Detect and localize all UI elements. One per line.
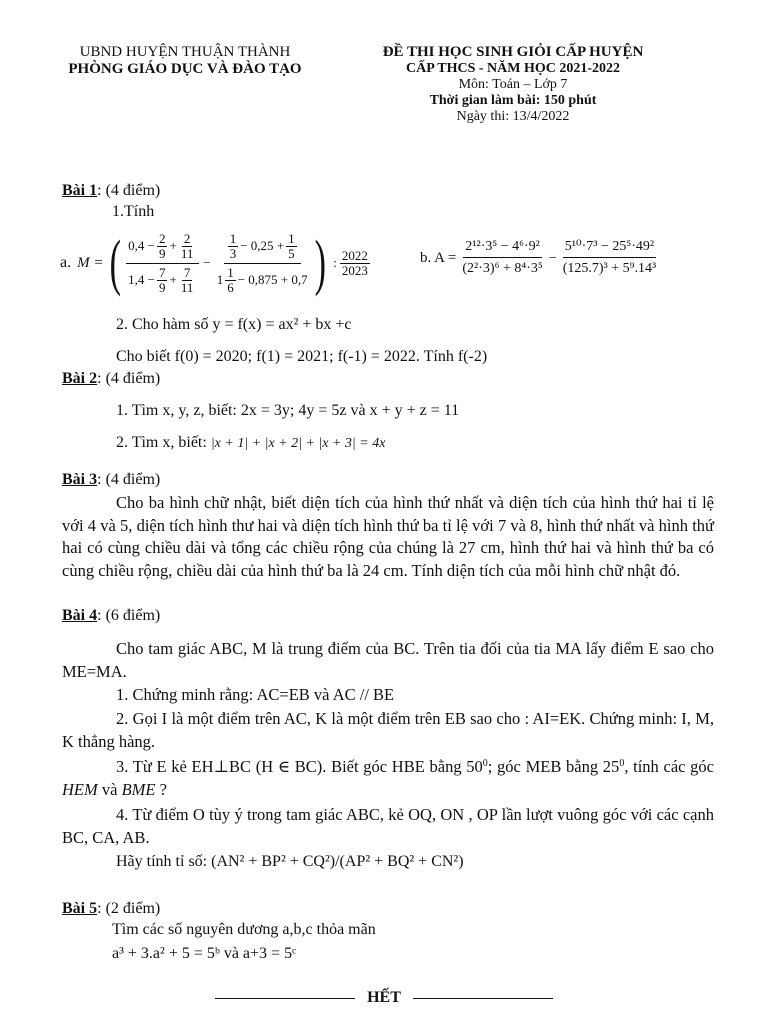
bai4-points: : (6 điểm) bbox=[97, 607, 161, 624]
formula-b-minus: − bbox=[548, 250, 557, 266]
fb-num2: 5¹⁰·7³ − 25⁵·49² bbox=[563, 237, 656, 258]
fa-f-den: 2023 bbox=[341, 262, 368, 278]
fb-den2: (125.7)³ + 5⁹.14³ bbox=[562, 261, 657, 276]
bai4-q3-deg2: 0 bbox=[619, 758, 625, 769]
fa-d1f: 11 bbox=[180, 279, 194, 295]
fa-d1c: 9 bbox=[158, 279, 166, 295]
bai4-q3-and: và bbox=[101, 779, 118, 799]
fa-n1f: 11 bbox=[180, 245, 194, 261]
fa-d1-sub1 bbox=[157, 266, 168, 295]
bai4-q3-b: ; góc MEB bằng 25 bbox=[487, 757, 620, 776]
formula-a-frac2-den bbox=[215, 264, 310, 297]
bai4-q4b: Hãy tính tỉ số: (AN² + BP² + CQ²)/(AP² + BQ² + CN²) bbox=[116, 853, 464, 870]
bai2-title: Bài 2 bbox=[62, 370, 98, 387]
fa-n1e: 2 bbox=[183, 230, 191, 246]
fa-n2a: 1 bbox=[229, 230, 237, 246]
fa-d2c: 6 bbox=[227, 279, 234, 295]
formula-a-rparen: ) bbox=[314, 229, 326, 297]
header-right-line3: Môn: Toán – Lớp 7 bbox=[458, 77, 568, 92]
fa-n2e: 5 bbox=[288, 245, 295, 261]
formula-a-frac1-num bbox=[126, 230, 199, 264]
formula-a-M: M = bbox=[77, 254, 104, 271]
bai4-q3-deg1: 0 bbox=[482, 758, 488, 769]
fa-n2c: − 0,25 + bbox=[240, 238, 285, 253]
fa-n1-sub2 bbox=[179, 232, 196, 261]
bai1-formula-b bbox=[420, 237, 658, 280]
bai5-line2: a³ + 3.a² + 5 = 5ᵇ và a+3 = 5ᶜ bbox=[112, 945, 297, 962]
fb-den1: (2²·3)⁶ + 8⁴·3⁵ bbox=[462, 261, 543, 276]
bai5-title: Bài 5 bbox=[62, 900, 98, 917]
formula-a-colon: : bbox=[333, 255, 337, 270]
bai2-q2 bbox=[116, 433, 385, 454]
bai1-formula-a bbox=[60, 225, 370, 301]
bai4-intro: Cho tam giác ABC, M là trung điểm của BC. Trên tia đối của tia MA lấy điểm E sao cho ME=MA. bbox=[62, 639, 714, 681]
bai4-q1: 1. Chứng minh rằng: AC=EB và AC // BE bbox=[116, 685, 395, 704]
formula-b-label: b. A = bbox=[420, 250, 457, 266]
bai4-q3-bme: BME bbox=[121, 779, 156, 799]
fb-num1: 2¹²·3⁵ − 4⁶·9² bbox=[463, 237, 542, 258]
formula-a-frac2-num bbox=[224, 230, 301, 264]
header-right-line1: ĐỀ THI HỌC SINH GIỎI CẤP HUYỆN bbox=[382, 44, 644, 60]
bai4-q3 bbox=[62, 756, 714, 801]
fa-n2d: 1 bbox=[288, 230, 295, 246]
fa-f-num: 2022 bbox=[341, 247, 368, 263]
footer bbox=[0, 988, 768, 1008]
bai1-title: Bài 1 bbox=[62, 182, 98, 199]
bai4-heading bbox=[62, 606, 160, 626]
header-left bbox=[40, 44, 330, 78]
bai2-points: : (4 điểm) bbox=[97, 370, 161, 387]
bai4-q3-a: 3. Từ E kẻ EH⊥BC (H ∈ BC). Biết góc HBE bằng 50 bbox=[116, 757, 483, 776]
header-left-line2-text: PHÒNG GIÁO DỤC VÀ ĐÀO TẠO bbox=[68, 61, 302, 77]
header-right-line5: Ngày thi: 13/4/2022 bbox=[456, 109, 570, 124]
bai4-q3-c: , tính các góc bbox=[624, 757, 714, 776]
bai5-line1: Tìm các số nguyên dương a,b,c thỏa mãn bbox=[112, 921, 376, 938]
formula-a-lparen: ( bbox=[110, 229, 122, 297]
fa-d2a: 1 bbox=[216, 272, 224, 287]
bai5-points: : (2 điểm) bbox=[97, 900, 161, 917]
bai3-heading bbox=[62, 470, 160, 490]
header-right bbox=[348, 44, 678, 125]
formula-a-minus: − bbox=[203, 255, 211, 270]
fa-d1e: 7 bbox=[183, 264, 191, 280]
bai3-text: Cho ba hình chữ nhật, biết diện tích của hình thứ nhất và diện tích của hình thứ hai tỉ lệ với 4 và 5, diện tích hình thư hai và diện tích hình thứ ba tỉ lệ với 7 và 8, hình thứ nhất và hình thứ hai có cùng chiều dài và tổng các chiều rộng của chúng là 27 cm, hình thứ hai và hình thứ ba có cùng chiều rộng, chiều dài của hình thứ ba là 24 cm. Tính diện tích của mỗi hình chữ nhật đó. bbox=[62, 493, 714, 580]
footer-line-right bbox=[413, 998, 553, 999]
bai3-title: Bài 3 bbox=[62, 471, 98, 488]
fa-d1d: + bbox=[169, 272, 177, 287]
bai4-q4: 4. Từ điểm O tùy ý trong tam giác ABC, kẻ OQ, ON , OP lần lượt vuông góc với các cạnh BC, CA, AB. bbox=[62, 805, 714, 847]
fa-n2-sub1 bbox=[228, 232, 239, 261]
bai1-heading bbox=[62, 181, 160, 201]
formula-a-frac1-den bbox=[126, 264, 199, 297]
bai1-points: : (4 điểm) bbox=[97, 182, 161, 199]
fa-d2b: 1 bbox=[227, 264, 234, 280]
formula-a-frac3 bbox=[340, 249, 370, 278]
bai4-title: Bài 4 bbox=[62, 607, 98, 624]
fa-d1-sub2 bbox=[179, 266, 196, 295]
bai3-points: : (4 điểm) bbox=[97, 471, 161, 488]
fa-n1c: 9 bbox=[158, 245, 166, 261]
footer-line-left bbox=[215, 998, 355, 999]
header-right-line2: CẤP THCS - NĂM HỌC 2021-2022 bbox=[405, 61, 621, 76]
bai4-q3-hem: HEM bbox=[62, 779, 98, 799]
bai2-q2-expr: |x + 1| + |x + 2| + |x + 3| = 4x bbox=[210, 436, 386, 451]
bai2-heading bbox=[62, 369, 160, 389]
formula-a-label: a. bbox=[60, 254, 72, 271]
fa-n1-sub1 bbox=[157, 232, 168, 261]
fa-d1a: 1,4 − bbox=[128, 272, 155, 287]
bai4-q3-end: ? bbox=[159, 779, 167, 799]
bai1-sub2: 2. Cho hàm số y = f(x) = ax² + bx +c bbox=[116, 316, 352, 333]
fa-n1d: + bbox=[169, 238, 177, 253]
fa-d2-sub1 bbox=[225, 266, 236, 295]
formula-b-frac2 bbox=[561, 237, 659, 280]
bai4-q2: 2. Gọi I là một điểm trên AC, K là một điểm trên EB sao cho : AI=EK. Chứng minh: I, M, K thẳng hàng. bbox=[62, 709, 714, 751]
bai1-sub1: 1.Tính bbox=[112, 203, 155, 220]
fa-n2-sub2 bbox=[286, 232, 297, 261]
fa-n2b: 3 bbox=[229, 245, 237, 261]
fa-n1a: 0,4 − bbox=[128, 238, 155, 253]
formula-a-frac1 bbox=[126, 230, 199, 297]
bai2-q1: 1. Tìm x, y, z, biết: 2x = 3y; 4y = 5z và x + y + z = 11 bbox=[116, 402, 460, 419]
fa-d2d: − 0,875 + 0,7 bbox=[237, 272, 308, 287]
header-right-line4: Thời gian làm bài: 150 phút bbox=[429, 93, 597, 108]
formula-b-frac1 bbox=[460, 237, 544, 280]
fa-n1b: 2 bbox=[158, 230, 166, 246]
bai2-q2-prefix: 2. Tìm x, biết: bbox=[116, 434, 207, 451]
bai5-heading bbox=[62, 899, 160, 919]
footer-end: HẾT bbox=[367, 989, 401, 1006]
header-left-line2 bbox=[40, 61, 330, 78]
fa-d1b: 7 bbox=[158, 264, 166, 280]
formula-a-frac2 bbox=[215, 230, 310, 297]
header-left-line1: UBND HUYỆN THUẬN THÀNH bbox=[79, 44, 291, 60]
bai1-sub2b: Cho biết f(0) = 2020; f(1) = 2021; f(-1) = 2022. Tính f(-2) bbox=[116, 348, 488, 365]
